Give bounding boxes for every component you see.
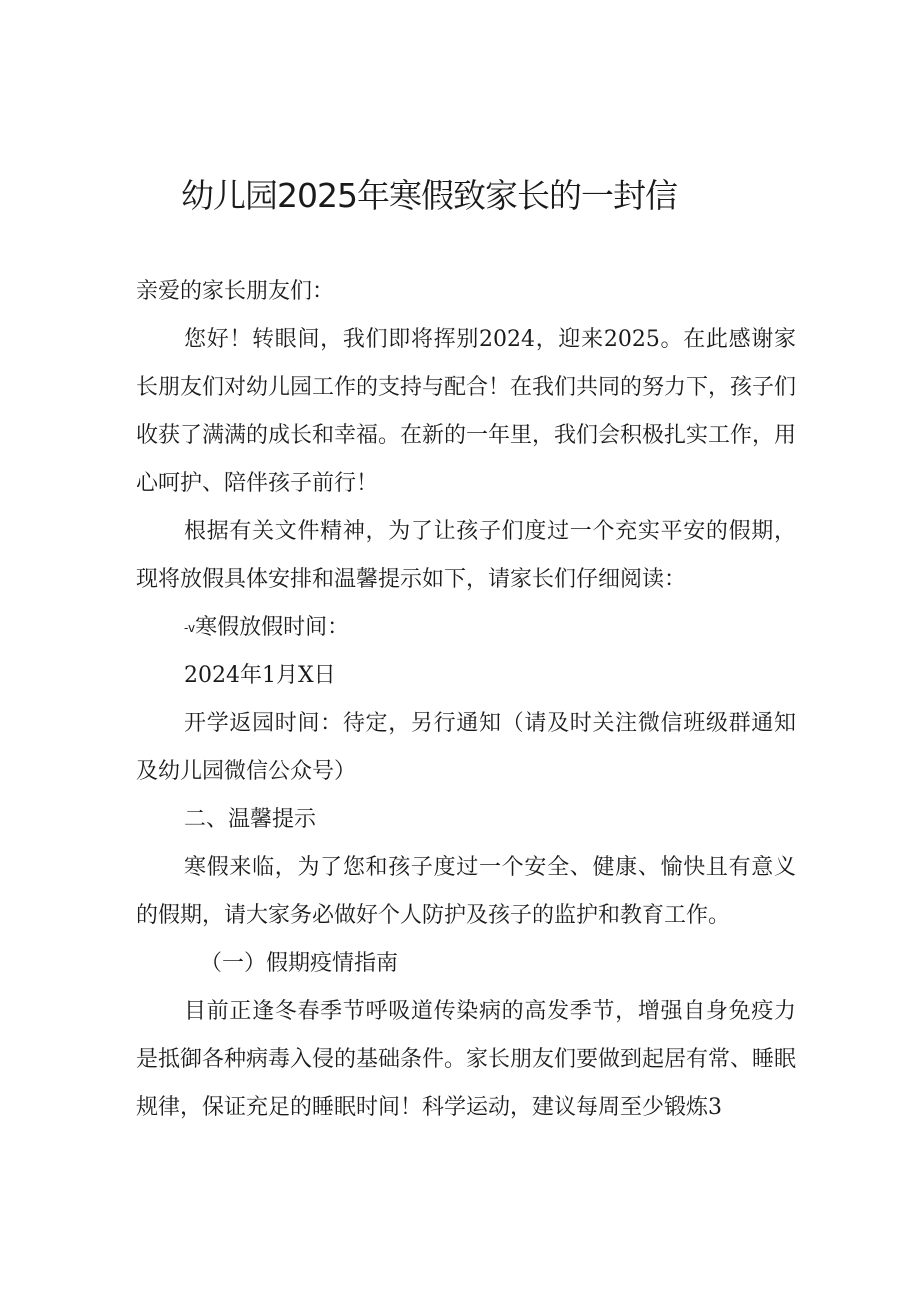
section-holiday-time-heading: [184, 604, 349, 652]
section-tips-heading: 二、温馨提示: [184, 807, 317, 832]
return-time: 开学返园时间：待定，另行通知（请及时关注微信班级群通知及幼儿园微信公众号）: [136, 711, 796, 784]
section-marker: -v: [184, 621, 196, 635]
document-title: 幼儿园2025年寒假致家长的一封信: [181, 176, 677, 215]
paragraph-arrangement: 根据有关文件精神，为了让孩子们度过一个充实平安的假期，现将放假具体安排和温馨提示如下，请家长们仔细阅读：: [136, 519, 796, 592]
subsection-epidemic-heading: （一）假期疫情指南: [200, 951, 399, 976]
paragraph-tips: 寒假来临，为了您和孩子度过一个安全、健康、愉快且有意义的假期，请大家务必做好个人防护及孩子的监护和教育工作。: [136, 855, 796, 928]
holiday-date: 2024年1月X日: [184, 663, 336, 688]
paragraph-opening: 您好！转眼间，我们即将挥别2024，迎来2025。在此感谢家长朋友们对幼儿园工作的支持与配合！在我们共同的努力下，孩子们收获了满满的成长和幸福。在新的一年里，我们会积极扎实工作，用心呵护、陪伴孩子前行！: [136, 327, 797, 496]
greeting: 亲爱的家长朋友们：: [136, 279, 335, 304]
section-holiday-time-label: 寒假放假时间：: [195, 615, 350, 640]
paragraph-epidemic: 目前正逢冬春季节呼吸道传染病的高发季节，增强自身免疫力是抵御各种病毒入侵的基础条件。家长朋友们要做到起居有常、睡眠规律，保证充足的睡眠时间！科学运动，建议每周至少锻炼3: [136, 999, 797, 1120]
